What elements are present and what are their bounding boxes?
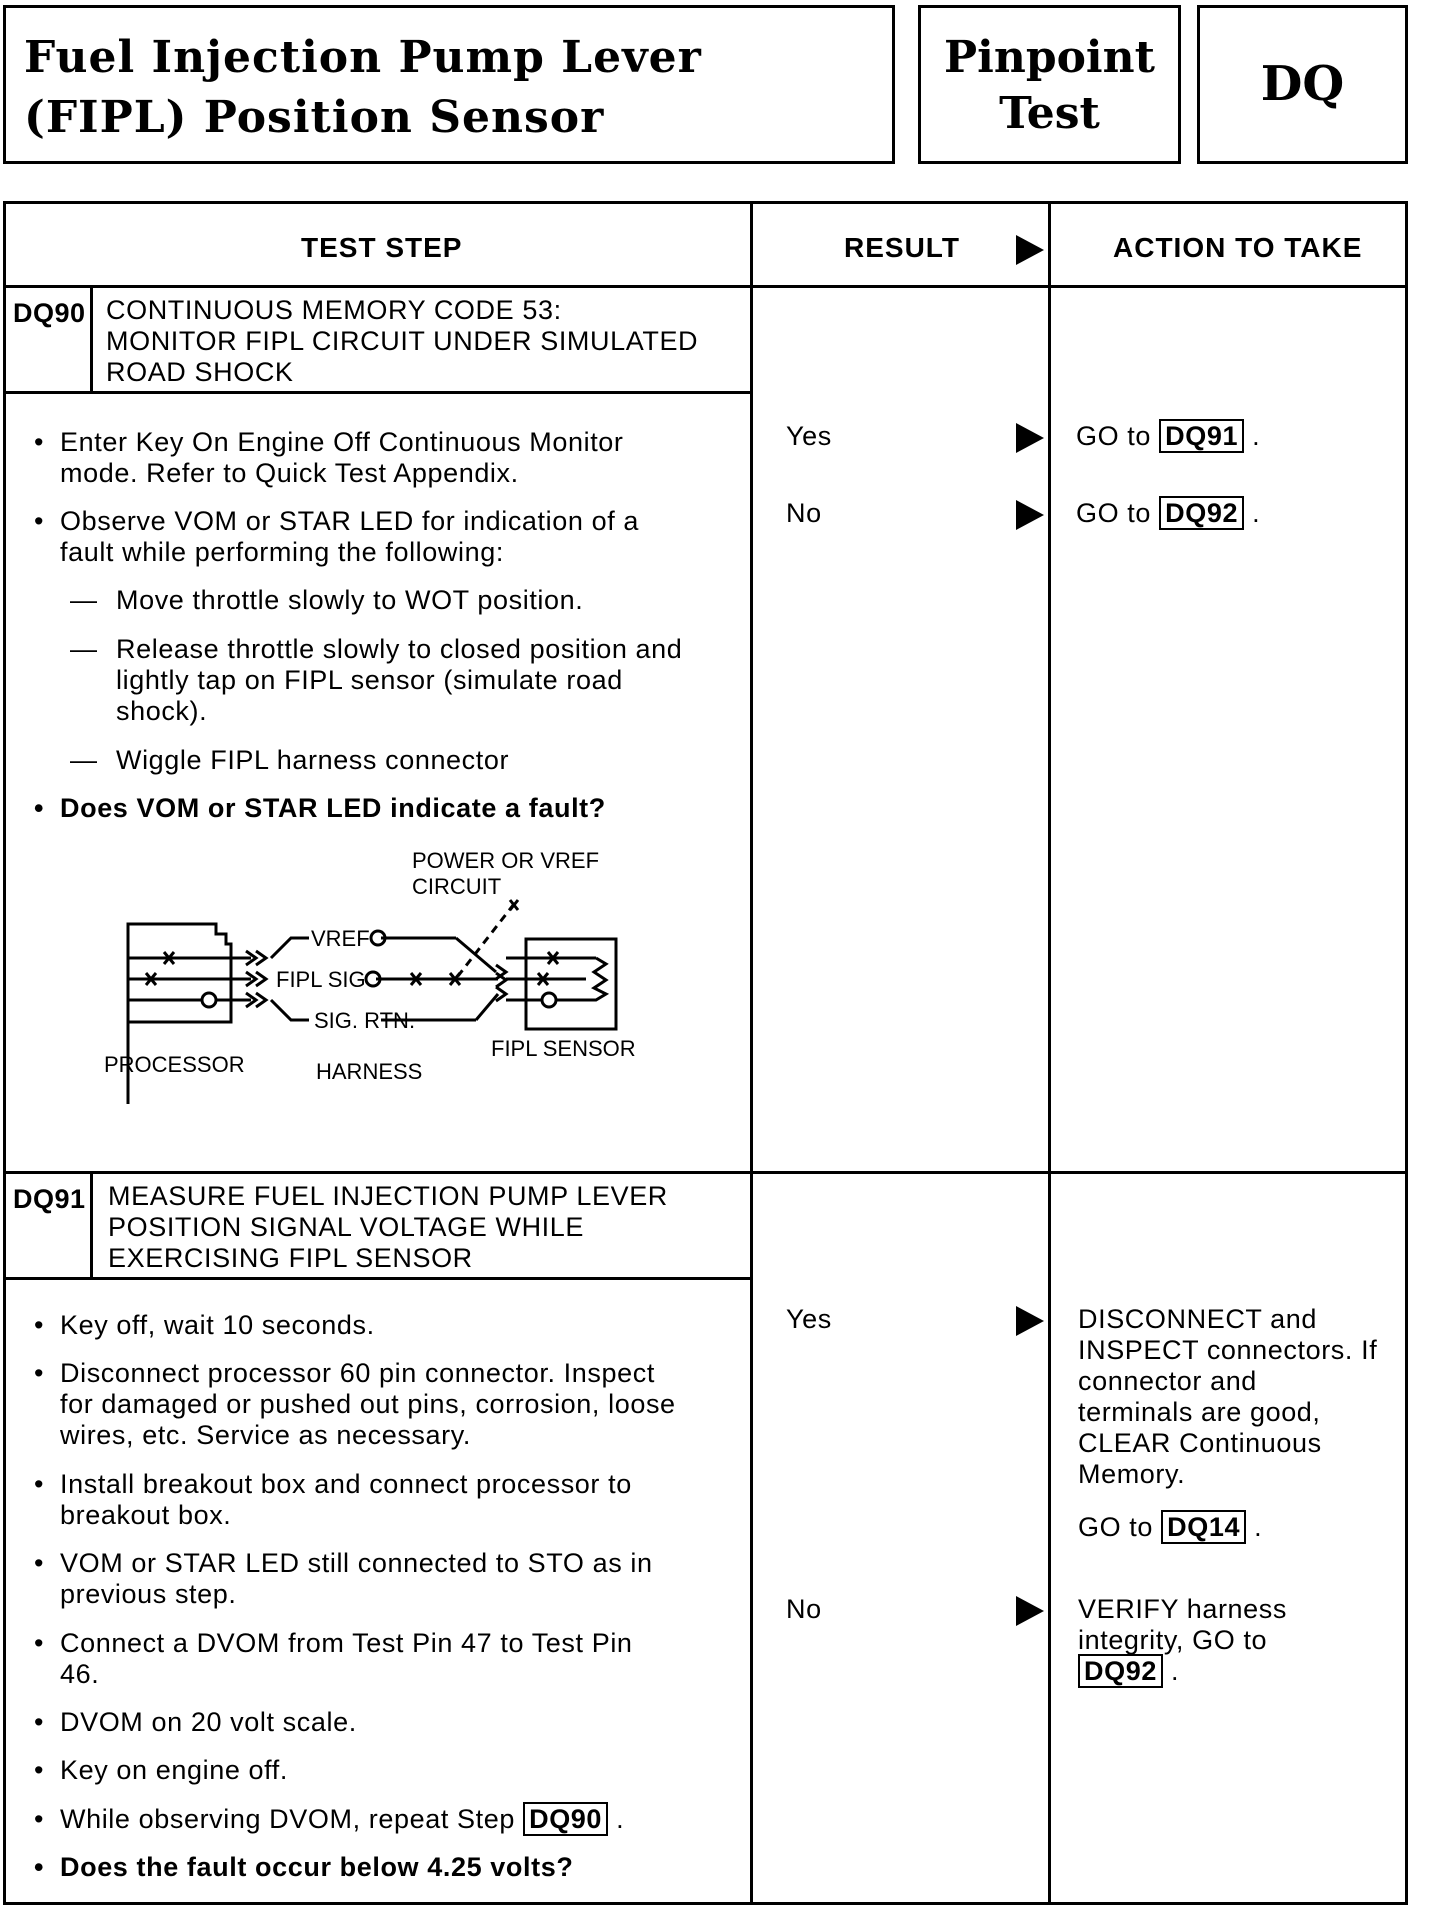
dq91-bullet-6: • DVOM on 20 volt scale. <box>60 1707 357 1738</box>
dq92-ref-link[interactable]: DQ92 <box>1159 496 1244 530</box>
dq91-action-no: VERIFY harness integrity, GO to DQ92 . <box>1078 1594 1287 1686</box>
label-power: POWER OR VREF <box>412 848 600 873</box>
dq91-bullet-7: • Key on engine off. <box>60 1755 288 1786</box>
dq90-step-id: DQ90 <box>13 298 86 328</box>
dq91-top-divider <box>6 1171 1405 1174</box>
dq90-title: CONTINUOUS MEMORY CODE 53: MONITOR FIPL CIRCUIT UNDER SIMULATED ROAD SHOCK <box>106 295 699 387</box>
dq91-question: • Does the fault occur below 4.25 volts? <box>60 1852 573 1883</box>
dq90-yes-arrow-icon <box>1016 423 1044 453</box>
dq90-dash-1: — Move throttle slowly to WOT position. <box>116 585 583 616</box>
label-fipl-sensor: FIPL SENSOR <box>491 1036 636 1061</box>
dq91-step-id: DQ91 <box>13 1184 86 1214</box>
fipl-circuit-diagram <box>66 844 686 1104</box>
dq91-bullet-4: • VOM or STAR LED still connected to STO as in previous step. <box>60 1548 653 1610</box>
title-box <box>3 5 895 164</box>
test-code-box <box>1197 5 1408 164</box>
dq90-question: • Does VOM or STAR LED indicate a fault? <box>60 793 606 824</box>
dq91-no-arrow-icon <box>1016 1596 1044 1626</box>
dq90-id-divider <box>90 285 93 394</box>
dq91-result-no: No <box>786 1594 822 1624</box>
label-harness: HARNESS <box>316 1059 423 1084</box>
col-header-result: RESULT <box>844 232 960 263</box>
label-circuit: CIRCUIT <box>412 874 502 899</box>
test-code: DQ <box>1260 56 1345 112</box>
dq91-action-yes: DISCONNECT and INSPECT connectors. If connector and terminals are good, CLEAR Continuous Memory. GO to DQ14 . <box>1078 1304 1378 1542</box>
result-arrow-icon <box>1016 235 1044 265</box>
dq90-no-arrow-icon <box>1016 500 1044 530</box>
page-title <box>24 28 702 148</box>
dq91-bullet-8: • While observing DVOM, repeat Step DQ90 . <box>60 1804 624 1835</box>
dq90-bullet-2: • Observe VOM or STAR LED for indication of a fault while performing the following: <box>60 506 639 568</box>
col-divider-2 <box>1048 204 1051 1902</box>
test-table <box>3 201 1408 1905</box>
dq90-bullet-1: • Enter Key On Engine Off Continuous Monitor mode. Refer to Quick Test Appendix. <box>60 427 624 489</box>
dq92-ref-link-2[interactable]: DQ92 <box>1078 1654 1163 1688</box>
dq91-bullet-2: • Disconnect processor 60 pin connector. Inspect for damaged or pushed out pins, corrosion, loose wires, etc. Service as necessary. <box>60 1358 676 1451</box>
dq90-dash-2: — Release throttle slowly to closed position and lightly tap on FIPL sensor (simulate road shock). <box>116 634 682 727</box>
col-header-action: ACTION TO TAKE <box>1113 232 1363 263</box>
dq90-dash-3: — Wiggle FIPL harness connector <box>116 745 509 776</box>
label-processor: PROCESSOR <box>104 1052 245 1077</box>
pinpoint-line-2: Test <box>999 88 1100 139</box>
dq91-result-yes: Yes <box>786 1304 832 1334</box>
pinpoint-box <box>918 5 1181 164</box>
dq91-ref-link[interactable]: DQ91 <box>1159 419 1244 453</box>
dq91-title-divider <box>6 1277 750 1280</box>
dq14-ref-link[interactable]: DQ14 <box>1161 1510 1246 1544</box>
dq91-id-divider <box>90 1171 93 1280</box>
dq90-action-yes: GO to DQ91 . <box>1076 421 1261 451</box>
col-divider-1 <box>750 204 753 1902</box>
dq90-result-no: No <box>786 498 822 528</box>
dq91-title: MEASURE FUEL INJECTION PUMP LEVER POSITION SIGNAL VOLTAGE WHILE EXERCISING FIPL SENSOR <box>108 1181 668 1273</box>
title-line-2: (FIPL) Position Sensor <box>24 92 605 143</box>
label-sig-rtn: SIG. RTN. <box>314 1008 416 1033</box>
dq91-bullet-1: • Key off, wait 10 seconds. <box>60 1310 375 1341</box>
dq90-result-yes: Yes <box>786 421 832 451</box>
title-line-1: Fuel Injection Pump Lever <box>24 32 702 83</box>
dq90-ref-link[interactable]: DQ90 <box>523 1802 608 1836</box>
label-fipl-sig: FIPL SIG <box>276 967 366 992</box>
dq90-action-no: GO to DQ92 . <box>1076 498 1261 528</box>
col-header-test-step: TEST STEP <box>301 232 463 263</box>
label-vref: VREF <box>311 926 370 951</box>
pinpoint-line-1: Pinpoint <box>944 32 1155 83</box>
processor-box <box>128 924 231 1104</box>
dq91-yes-arrow-icon <box>1016 1306 1044 1336</box>
header-divider <box>6 285 1405 288</box>
dq91-bullet-5: • Connect a DVOM from Test Pin 47 to Test Pin 46. <box>60 1628 633 1690</box>
dq90-title-divider <box>6 391 750 394</box>
dq91-bullet-3: • Install breakout box and connect processor to breakout box. <box>60 1469 632 1531</box>
